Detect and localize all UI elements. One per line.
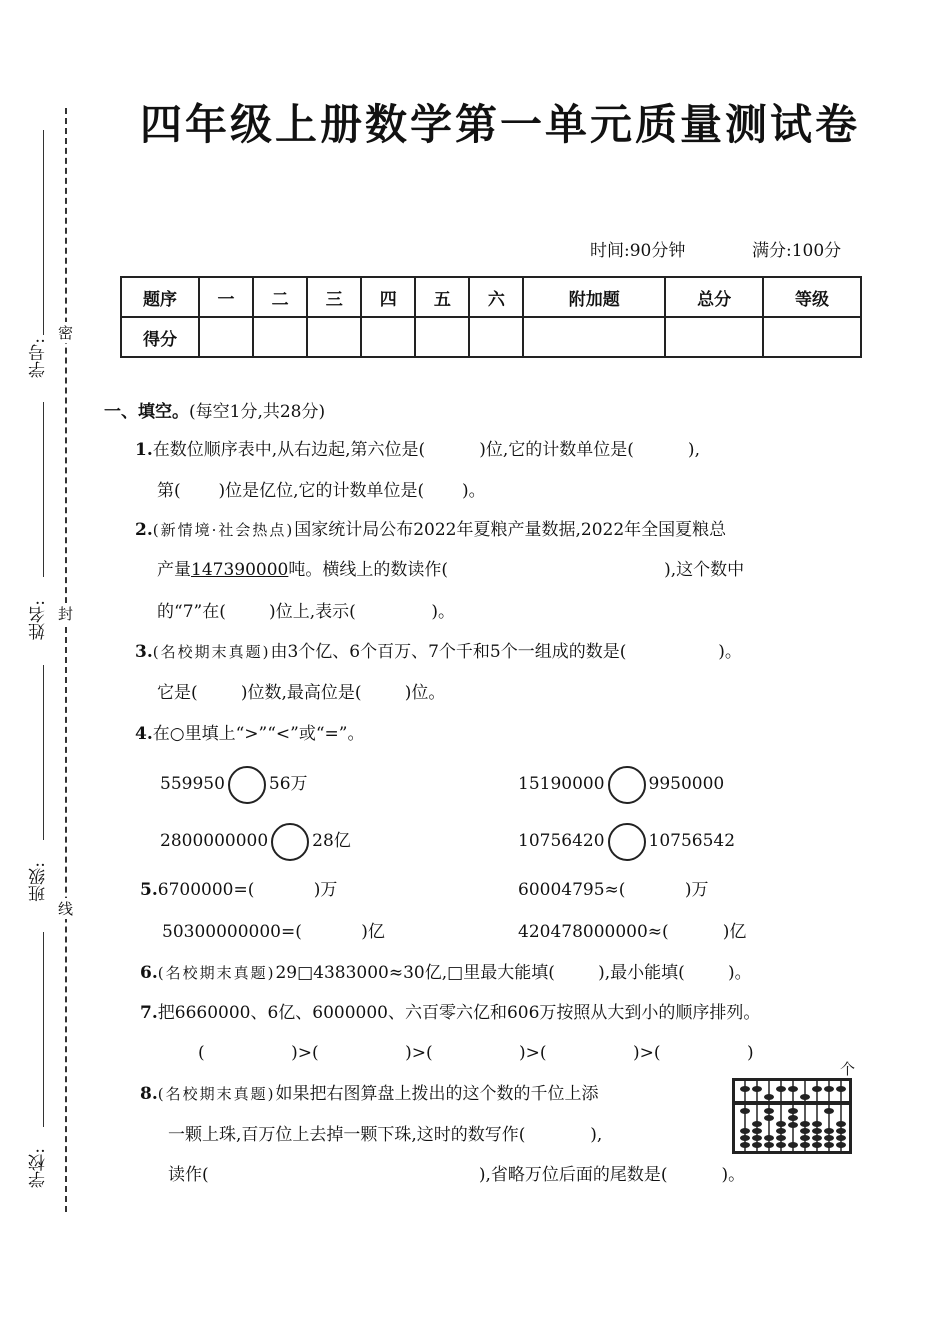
compare-circle[interactable] <box>608 766 646 804</box>
question-number: 1. <box>135 440 153 460</box>
q2-line1: 国家统计局公布2022年夏粮产量数据,2022年全国夏粮总 <box>294 520 727 540</box>
seal-mark-xian: 线 <box>58 900 74 918</box>
score-blank-cell[interactable] <box>415 317 469 357</box>
side-label-student-id: 学号: <box>29 338 49 378</box>
q4-text: 在○里填上“>”“<”或“=”。 <box>152 724 365 744</box>
q1-line1: 在数位顺序表中,从右边起,第六位是( )位,它的计数单位是( ), <box>152 440 700 460</box>
seal-mark-mi: 密 <box>58 324 74 342</box>
abacus-drawing <box>735 1081 849 1151</box>
compare-item <box>160 822 351 861</box>
q2-text: 吨。横线上的数读作( ),这个数中 <box>288 560 745 580</box>
q5-item: 420478000000≈( )亿 <box>518 922 747 942</box>
seal-mark-feng: 封 <box>58 605 74 623</box>
question-1 <box>135 440 700 460</box>
side-line <box>43 130 44 335</box>
exam-time: 时间:90分钟 <box>590 241 686 261</box>
question-number: 7. <box>140 1003 158 1023</box>
side-line <box>43 932 44 1127</box>
question-number: 2. <box>135 520 153 540</box>
side-label-name: 姓名: <box>29 600 49 640</box>
q5-item: 6700000=( )万 <box>157 880 338 900</box>
score-table <box>120 276 862 358</box>
question-2 <box>135 520 726 540</box>
score-blank-cell[interactable] <box>361 317 415 357</box>
fold-dashed-line <box>65 108 67 1212</box>
score-blank-cell[interactable] <box>763 317 861 357</box>
question-number: 8. <box>140 1084 158 1104</box>
question-5 <box>140 880 337 900</box>
compare-right: 9950000 <box>648 774 725 794</box>
section-title: 一、填空。 <box>104 402 189 422</box>
q3-line1: 由3个亿、6个百万、7个千和5个一组成的数是( )。 <box>270 642 742 662</box>
q8-line1: 如果把右图算盘上拨出的这个数的千位上添 <box>275 1084 599 1104</box>
side-label-school: 学校: <box>29 1148 49 1188</box>
compare-circle[interactable] <box>228 766 266 804</box>
q1-line2: 第( )位是亿位,它的计数单位是( )。 <box>157 481 486 501</box>
question-number: 3. <box>135 642 153 662</box>
question-number: 6. <box>140 963 158 983</box>
q7-text: 把6660000、6亿、6000000、六百零六亿和606万按照从大到小的顺序排列。 <box>157 1003 761 1023</box>
question-7 <box>140 1003 760 1023</box>
q2-line2 <box>157 560 744 580</box>
score-header-cell: 四 <box>361 277 415 317</box>
section-note: (每空1分,共28分) <box>189 402 326 422</box>
abacus-ones-label: 个 <box>840 1060 856 1078</box>
q2-line3: 的“7”在( )位上,表示( )。 <box>157 602 456 622</box>
score-blank-cell[interactable] <box>199 317 253 357</box>
question-tag: (新情境·社会热点) <box>152 521 295 539</box>
compare-item <box>160 765 308 804</box>
question-tag: (名校期末真题) <box>152 643 271 661</box>
compare-right: 28亿 <box>312 831 351 851</box>
score-header-cell: 一 <box>199 277 253 317</box>
score-header-cell: 六 <box>469 277 523 317</box>
page-title: 四年级上册数学第一单元质量测试卷 <box>139 100 860 149</box>
question-tag: (名校期末真题) <box>157 1085 276 1103</box>
question-8 <box>140 1084 598 1104</box>
q8-line3: 读作( ),省略万位后面的尾数是( )。 <box>168 1165 746 1185</box>
score-row-label: 得分 <box>121 317 199 357</box>
question-6 <box>140 963 752 983</box>
score-blank-cell[interactable] <box>307 317 361 357</box>
score-blank-cell[interactable] <box>665 317 763 357</box>
compare-circle[interactable] <box>608 823 646 861</box>
q3-line2: 它是( )位数,最高位是( )位。 <box>157 683 446 703</box>
score-header-cell: 三 <box>307 277 361 317</box>
compare-circle[interactable] <box>271 823 309 861</box>
q2-text: 产量 <box>157 560 191 580</box>
q7-answer-line: ( )>( )>( )>( )>( ) <box>198 1043 754 1063</box>
side-line <box>43 665 44 840</box>
score-header-cell: 五 <box>415 277 469 317</box>
question-tag: (名校期末真题) <box>157 964 276 982</box>
compare-left: 10756420 <box>518 831 605 851</box>
q5-item: 50300000000=( )亿 <box>162 922 385 942</box>
compare-left: 559950 <box>160 774 225 794</box>
compare-right: 56万 <box>268 774 308 794</box>
full-score: 满分:100分 <box>752 241 842 261</box>
score-blank-cell[interactable] <box>469 317 523 357</box>
score-header-cell: 二 <box>253 277 307 317</box>
score-header-cell: 等级 <box>763 277 861 317</box>
section-heading <box>104 402 325 422</box>
score-header-cell: 题序 <box>121 277 199 317</box>
compare-left: 2800000000 <box>160 831 269 851</box>
q5-item: 60004795≈( )万 <box>518 880 709 900</box>
side-line <box>43 402 44 577</box>
compare-item <box>518 822 735 861</box>
question-number: 4. <box>135 724 153 744</box>
q8-line2: 一颗上珠,百万位上去掉一颗下珠,这时的数写作( ), <box>168 1125 603 1145</box>
score-blank-cell[interactable] <box>253 317 307 357</box>
underlined-number: 147390000 <box>191 560 289 580</box>
side-label-class: 班级: <box>29 862 49 902</box>
compare-item <box>518 765 724 804</box>
question-number: 5. <box>140 880 158 900</box>
compare-right: 10756542 <box>648 831 736 851</box>
compare-left: 15190000 <box>518 774 605 794</box>
score-header-cell: 总分 <box>665 277 763 317</box>
q6-text: 29□4383000≈30亿,□里最大能填( ),最小能填( )。 <box>275 963 752 983</box>
abacus-image <box>732 1078 852 1154</box>
question-3 <box>135 642 742 662</box>
score-header-cell: 附加题 <box>523 277 665 317</box>
question-4 <box>135 724 364 744</box>
score-blank-cell[interactable] <box>523 317 665 357</box>
